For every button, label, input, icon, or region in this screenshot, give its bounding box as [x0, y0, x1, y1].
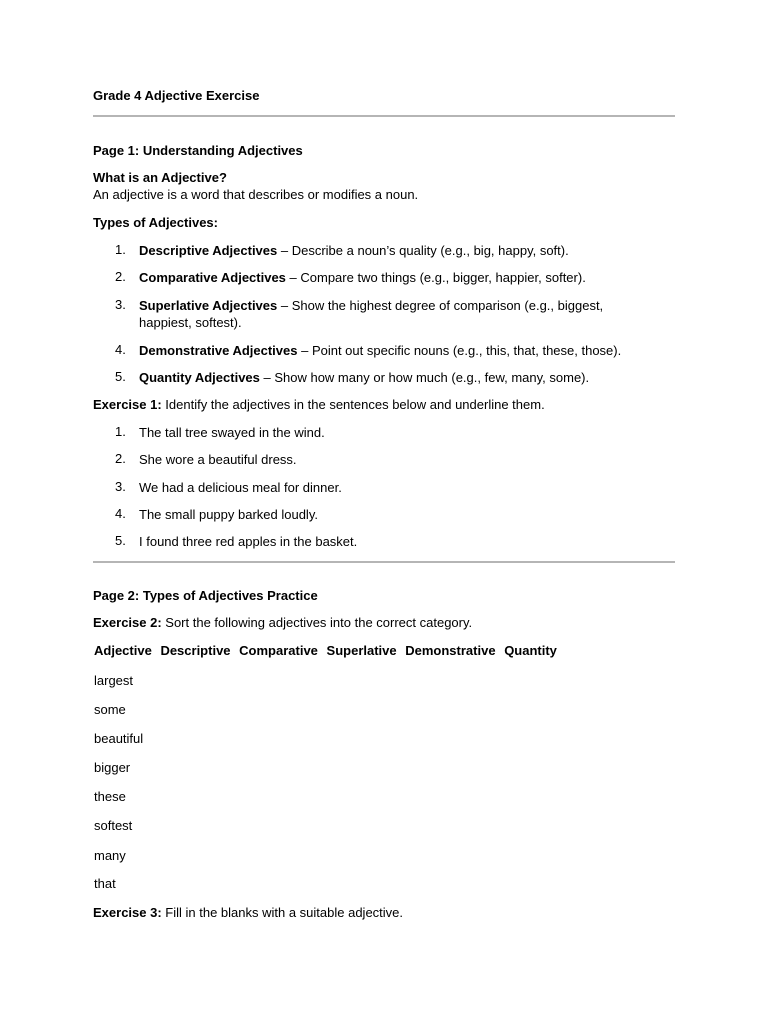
list-number: 2. — [115, 451, 126, 466]
table-header-cell: Superlative — [326, 643, 397, 658]
word-row: beautiful — [94, 731, 144, 746]
word-row: largest — [94, 673, 134, 688]
list-number: 1. — [115, 242, 126, 257]
exercise3-instruction — [93, 905, 403, 920]
word-row: that — [94, 876, 116, 891]
sentence-text: The small puppy barked loudly. — [139, 507, 318, 522]
type-description: – Show the highest degree of comparison (e.g., biggest, happiest, softest). — [139, 298, 604, 330]
word-row: many — [94, 848, 126, 863]
sentence-text: She wore a beautiful dress. — [139, 452, 297, 467]
page1-heading: Page 1: Understanding Adjectives — [93, 143, 303, 158]
adjective-definition: An adjective is a word that describes or modifies a noun. — [93, 187, 419, 202]
exercise2-text: Sort the following adjectives into the correct category. — [161, 615, 473, 630]
section-divider — [93, 561, 675, 563]
exercise1-instruction — [93, 397, 545, 412]
exercise1-text: Identify the adjectives in the sentences below and underline them. — [161, 397, 545, 412]
table-header-cell: Comparative — [239, 643, 318, 658]
what-is-heading: What is an Adjective? — [93, 170, 227, 185]
page2-heading: Page 2: Types of Adjectives Practice — [93, 588, 318, 603]
list-number: 4. — [115, 342, 126, 357]
sentence-text: The tall tree swayed in the wind. — [139, 425, 325, 440]
exercise1-label: Exercise 1: — [93, 397, 162, 412]
type-term: Descriptive Adjectives — [139, 243, 278, 258]
sentence-text: I found three red apples in the basket. — [139, 534, 358, 549]
table-header-cell: Adjective — [94, 643, 152, 658]
type-description: – Point out specific nouns (e.g., this, that, these, those). — [297, 343, 622, 358]
type-term: Superlative Adjectives — [139, 298, 278, 313]
exercise2-label: Exercise 2: — [93, 615, 162, 630]
exercise3-text: Fill in the blanks with a suitable adjective. — [161, 905, 404, 920]
word-row: bigger — [94, 760, 131, 775]
table-header-cell: Quantity — [504, 643, 557, 658]
types-heading: Types of Adjectives: — [93, 215, 218, 230]
exercise3-label: Exercise 3: — [93, 905, 162, 920]
document-title: Grade 4 Adjective Exercise — [93, 88, 260, 103]
sentence-text: We had a delicious meal for dinner. — [139, 480, 342, 495]
word-row: these — [94, 789, 126, 804]
exercise2-instruction — [93, 615, 472, 630]
section-divider — [93, 115, 675, 117]
category-table-header — [94, 643, 562, 658]
table-header-cell: Demonstrative — [405, 643, 496, 658]
word-row: softest — [94, 818, 133, 833]
list-number: 5. — [115, 369, 126, 384]
type-term: Comparative Adjectives — [139, 270, 286, 285]
type-term: Quantity Adjectives — [139, 370, 260, 385]
type-description: – Describe a noun’s quality (e.g., big, happy, soft). — [277, 243, 569, 258]
word-row: some — [94, 702, 126, 717]
list-number: 3. — [115, 297, 126, 312]
type-term: Demonstrative Adjectives — [139, 343, 298, 358]
list-number: 5. — [115, 533, 126, 548]
list-number: 2. — [115, 269, 126, 284]
type-description: – Show how many or how much (e.g., few, many, some). — [259, 370, 590, 385]
list-number: 3. — [115, 479, 126, 494]
list-number: 1. — [115, 424, 126, 439]
table-header-cell: Descriptive — [160, 643, 231, 658]
type-description: – Compare two things (e.g., bigger, happier, softer). — [285, 270, 586, 285]
list-number: 4. — [115, 506, 126, 521]
